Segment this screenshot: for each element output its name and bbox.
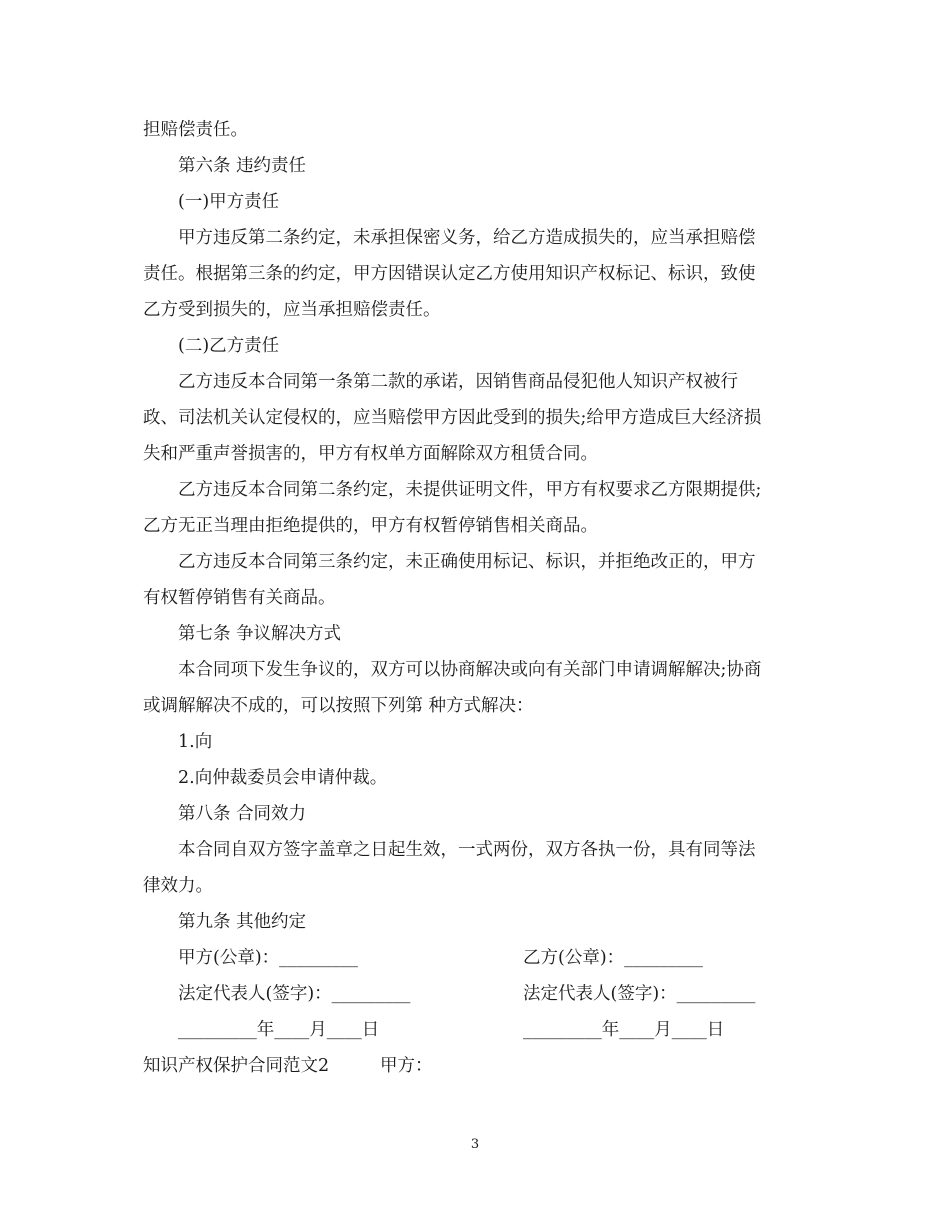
text-line: 乙方受到损失的，应当承担赔偿责任。	[143, 300, 441, 320]
text-line: 政、司法机关认定侵权的，应当赔偿甲方因此受到的损失;给甲方造成巨大经济损	[143, 408, 762, 428]
text-line: 律效力。	[143, 876, 213, 896]
text-line: 甲方违反第二条约定，未承担保密义务，给乙方造成损失的，应当承担赔偿	[178, 228, 756, 248]
next-document-title: 知识产权保护合同范文2	[143, 1056, 330, 1076]
next-document-heading	[143, 1048, 808, 1084]
section-heading: 第七条 争议解决方式	[178, 624, 342, 644]
text-line: 乙方违反本合同第二条约定，未提供证明文件，甲方有权要求乙方限期提供;	[178, 480, 762, 500]
party-a-date-field: _________年____月____日	[178, 1020, 380, 1040]
text-line: 乙方无正当理由拒绝提供的，甲方有权暂停销售相关商品。	[143, 516, 598, 536]
list-item: 2.向仲裁委员会申请仲裁。	[178, 768, 388, 788]
text-line: 或调解解决不成的，可以按照下列第 种方式解决：	[143, 696, 534, 716]
party-b-date-field: _________年____月____日	[523, 1020, 725, 1040]
text-line: 担赔偿责任。	[143, 120, 248, 140]
section-heading: 第八条 合同效力	[178, 804, 307, 824]
signature-row-seal	[143, 940, 808, 976]
text-line: 有权暂停销售有关商品。	[143, 588, 336, 608]
section-heading: 第九条 其他约定	[178, 912, 307, 932]
party-b-representative-field: 法定代表人(签字)：_________	[523, 984, 756, 1004]
party-a-representative-field: 法定代表人(签字)：_________	[178, 984, 411, 1004]
text-line: 乙方违反本合同第一条第二款的承诺，因销售商品侵犯他人知识产权被行	[178, 372, 738, 392]
party-b-seal-field: 乙方(公章)：_________	[523, 948, 703, 968]
text-line: 责任。根据第三条的约定，甲方因错误认定乙方使用知识产权标记、标识，致使	[143, 264, 756, 284]
text-line: 本合同项下发生争议的，双方可以协商解决或向有关部门申请调解解决;协商	[178, 660, 762, 680]
list-item: 1.向	[178, 732, 213, 752]
subsection-heading: (一)甲方责任	[178, 192, 280, 212]
signature-row-date	[143, 1012, 808, 1048]
text-line: 本合同自双方签字盖章之日起生效，一式两份，双方各执一份，具有同等法	[178, 840, 756, 860]
subsection-heading: (二)乙方责任	[178, 336, 280, 356]
text-line: 乙方违反本合同第三条约定，未正确使用标记、标识，并拒绝改正的，甲方	[178, 552, 756, 572]
page-number: 3	[470, 1137, 480, 1152]
section-heading: 第六条 违约责任	[178, 156, 307, 176]
party-a-seal-field: 甲方(公章)：_________	[178, 948, 358, 968]
text-line: 失和严重声誉损害的，甲方有权单方面解除双方租赁合同。	[143, 444, 598, 464]
document-body	[143, 112, 808, 1084]
signature-row-representative	[143, 976, 808, 1012]
next-document-party-label: 甲方：	[380, 1056, 433, 1076]
